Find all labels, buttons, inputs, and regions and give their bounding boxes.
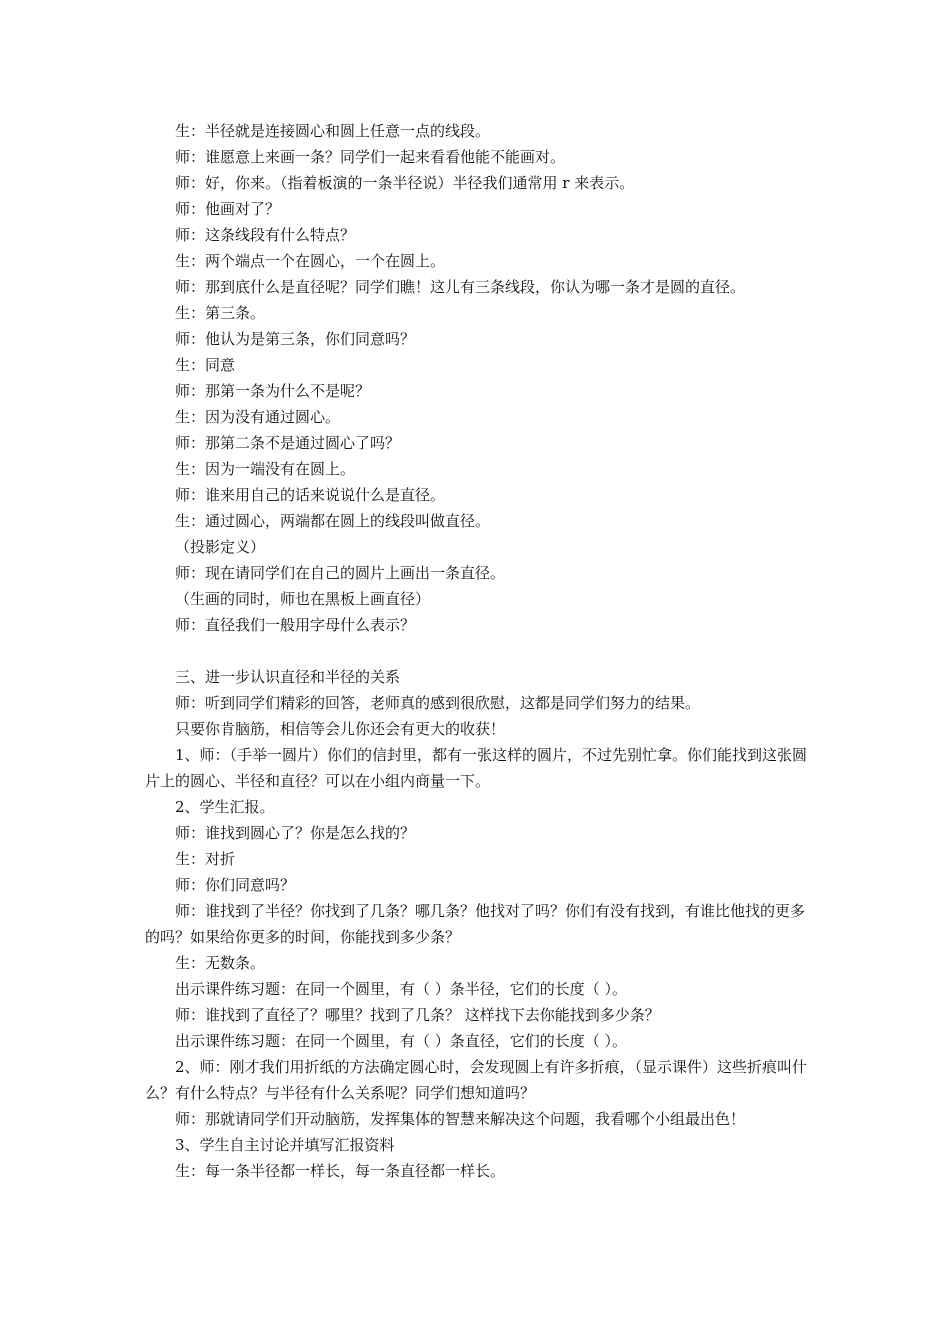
text-line: 生：无数条。 <box>175 954 266 972</box>
text-line: 师：谁找到了直径了？哪里？找到了几条？ 这样找下去你能找到多少条？ <box>175 1006 660 1024</box>
text-line: 生：半径就是连接圆心和圆上任意一点的线段。 <box>175 122 491 140</box>
text-line: 生：通过圆心，两端都在圆上的线段叫做直径。 <box>175 512 491 530</box>
text-line: 生：因为没有通过圆心。 <box>175 408 341 426</box>
text-line: 师：你们同意吗？ <box>175 876 296 894</box>
text-line: 生：第三条。 <box>175 304 266 322</box>
text-line: 2、学生汇报。 <box>175 798 275 816</box>
text-line: 师：好，你来。（指着板演的一条半径说）半径我们通常用 r 来表示。 <box>175 174 635 192</box>
section-title: 三、进一步认识直径和半径的关系 <box>175 668 401 686</box>
text-line: 生：对折 <box>175 850 236 868</box>
text-line: 生：同意 <box>175 356 236 374</box>
text-line: 出示课件练习题：在同一个圆里，有（ ）条半径，它们的长度（ ）。 <box>175 980 628 998</box>
text-line: 师：听到同学们精彩的回答，老师真的感到很欣慰，这都是同学们努力的结果。 <box>175 694 701 712</box>
text-line: （生画的同时，师也在黑板上画直径） <box>175 590 431 608</box>
text-paragraph: 2、师：刚才我们用折纸的方法确定圆心时，会发现圆上有许多折痕，（显示课件）这些折痕叫什么？有什么特点？与半径有什么关系呢？同学们想知道吗？ <box>145 1058 808 1102</box>
document-body <box>145 118 810 1184</box>
text-line: 师：他画对了？ <box>175 200 281 218</box>
text-line: 师：那就请同学们开动脑筋，发挥集体的智慧来解决这个问题，我看哪个小组最出色！ <box>175 1110 746 1128</box>
text-line: 师：谁愿意上来画一条？同学们一起来看看他能不能画对。 <box>175 148 566 166</box>
text-line: （投影定义） <box>175 538 266 556</box>
text-line: 生：两个端点一个在圆心，一个在圆上。 <box>175 252 446 270</box>
text-line: 师：谁来用自己的话来说说什么是直径。 <box>175 486 446 504</box>
text-line: 师：那到底什么是直径呢？同学们瞧！这儿有三条线段，你认为哪一条才是圆的直径。 <box>175 278 746 296</box>
text-line: 师：这条线段有什么特点？ <box>175 226 356 244</box>
text-line: 师：他认为是第三条，你们同意吗？ <box>175 330 416 348</box>
text-line: 3、学生自主讨论并填写汇报资料 <box>175 1136 395 1154</box>
text-line: 生：因为一端没有在圆上。 <box>175 460 356 478</box>
text-line: 师：谁找到圆心了？你是怎么找的？ <box>175 824 416 842</box>
text-paragraph: 1、师：（手举一圆片）你们的信封里，都有一张这样的圆片，不过先别忙拿。你们能找到这张圆片上的圆心、半径和直径？可以在小组内商量一下。 <box>145 746 808 790</box>
text-line: 师：现在请同学们在自己的圆片上画出一条直径。 <box>175 564 506 582</box>
text-line: 出示课件练习题：在同一个圆里，有（ ）条直径，它们的长度（ ）。 <box>175 1032 628 1050</box>
text-line: 师：那第二条不是通过圆心了吗？ <box>175 434 401 452</box>
text-paragraph: 师：谁找到了半径？你找到了几条？哪几条？他找对了吗？你们有没有找到，有谁比他找的更多的吗？如果给你更多的时间，你能找到多少条？ <box>145 902 806 946</box>
paragraph-gap <box>145 638 810 664</box>
text-line: 只要你肯脑筋，相信等会儿你还会有更大的收获！ <box>175 720 506 738</box>
text-line: 师：那第一条为什么不是呢？ <box>175 382 371 400</box>
text-line: 师：直径我们一般用字母什么表示？ <box>175 616 416 634</box>
text-line: 生：每一条半径都一样长，每一条直径都一样长。 <box>175 1162 506 1180</box>
